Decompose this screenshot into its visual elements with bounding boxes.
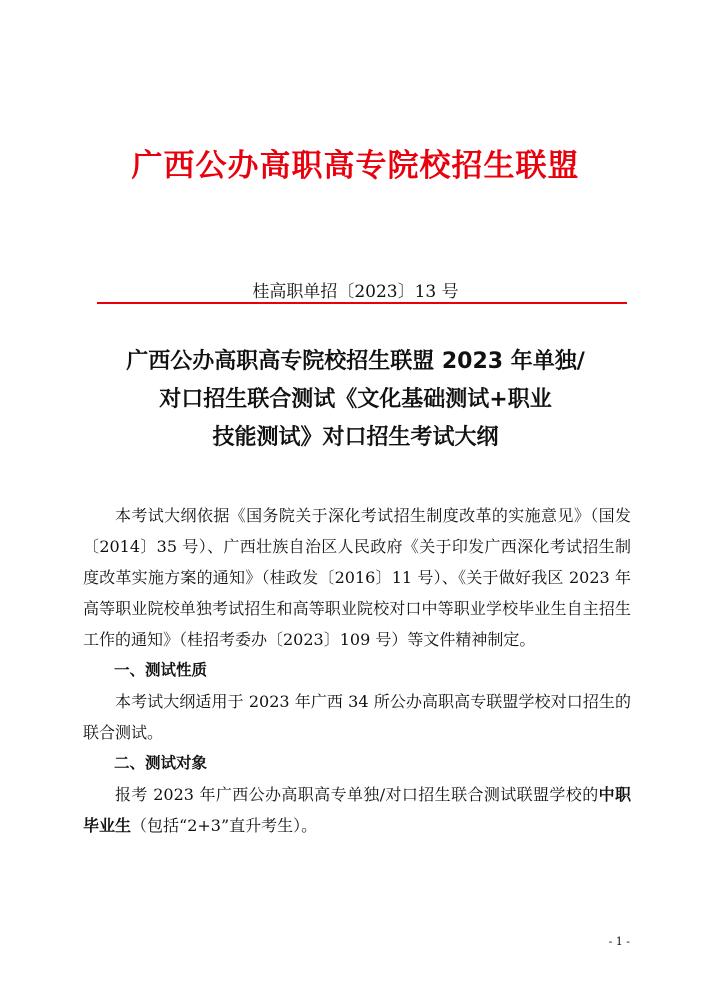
- target-text-before: 报考 2023 年广西公办高职高专单独/对口招生联合测试联盟学校的: [115, 785, 599, 804]
- document-body: [83, 500, 631, 841]
- target-text-after: （包括“2+3”直升考生）。: [131, 816, 318, 835]
- title-line-1: 广西公办高职高专院校招生联盟 2023 年单独/: [126, 349, 585, 374]
- section-heading-nature: 一、测试性质: [114, 661, 208, 679]
- document-number: 桂高职单招〔2023〕13 号: [252, 282, 459, 302]
- section-text-nature: 本考试大纲适用于 2023 年广西 34 所公办高职高专联盟学校对口招生的联合测试。: [83, 692, 631, 742]
- target-text-bold: 中职毕业生: [83, 785, 631, 835]
- organization-header: 广西公办高职高专院校招生联盟: [131, 148, 580, 184]
- red-divider-line: [97, 302, 627, 304]
- page-number: - 1 -: [608, 935, 630, 948]
- section-heading-target: 二、测试对象: [114, 754, 208, 772]
- title-line-2: 对口招生联合测试《文化基础测试+职业: [159, 387, 552, 412]
- intro-paragraph: 本考试大纲依据《国务院关于深化考试招生制度改革的实施意见》（国发〔2014〕35 号）、广西壮族自治区人民政府《关于印发广西深化考试招生制度改革实施方案的通知》（桂政发〔2016〕11 号）、《关于做好我区 2023 年高等职业院校单独考试招生和高等职业院校对口中等职业学校毕业生自主招生工作的通知》（桂招考委办〔2023〕109 号）等文件精神制定。: [83, 506, 631, 649]
- document-title: [60, 343, 651, 457]
- section-text-target: [83, 779, 631, 841]
- title-line-3: 技能测试》对口招生考试大纲: [212, 425, 499, 450]
